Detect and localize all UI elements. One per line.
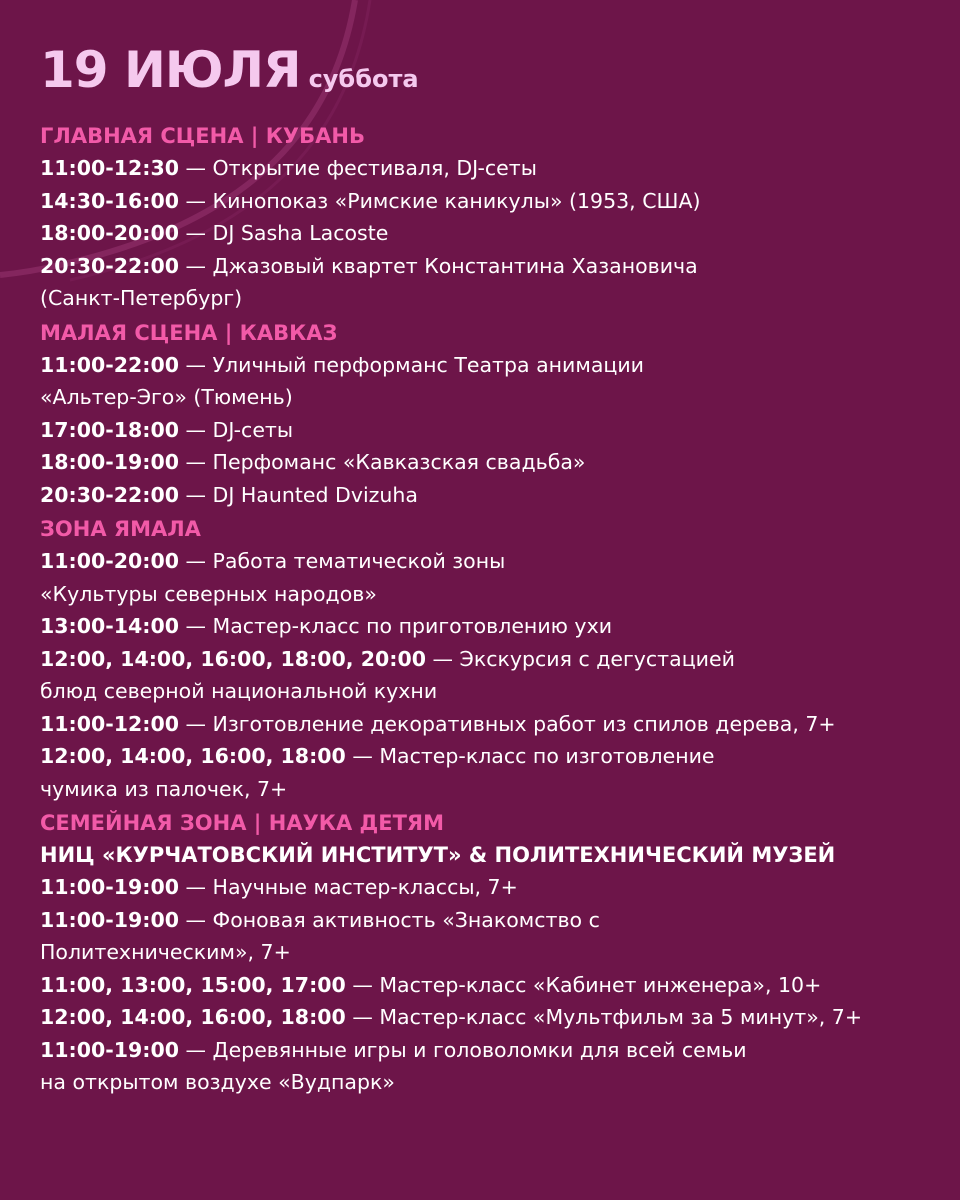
schedule-item: [40, 414, 930, 447]
schedule-item: [40, 871, 930, 904]
schedule-item: [40, 479, 930, 512]
item-text: — Изготовление декоративных работ из спилов дерева, 7+: [179, 711, 836, 736]
weekday-label: суббота: [308, 65, 419, 93]
item-time: 11:00-19:00: [40, 1037, 180, 1062]
section-small-stage: [40, 317, 930, 512]
item-text: — Фоновая активность «Знакомство с: [179, 907, 600, 932]
item-time: 11:00-22:00: [40, 352, 180, 377]
item-text-continued: «Культуры северных народов»: [40, 581, 377, 606]
item-text: — DJ Haunted Dvizuha: [179, 482, 418, 507]
item-time: 14:30-16:00: [40, 188, 180, 213]
item-text: — Мастер-класс по изготовление: [345, 744, 715, 768]
item-time: 17:00-18:00: [40, 417, 180, 442]
item-text: — Экскурсия с дегустацией: [425, 646, 735, 671]
item-text: — Мастер-класс по приготовлению ухи: [179, 614, 613, 638]
item-time: 18:00-20:00: [40, 221, 180, 245]
item-text: — Кинопоказ «Римские каникулы» (1953, США): [179, 188, 701, 213]
item-text: — Научные мастер-классы, 7+: [179, 875, 518, 899]
item-time: 18:00-19:00: [40, 450, 180, 474]
schedule-item: [40, 185, 930, 218]
item-text: — Джазовый квартет Константина Хазановича: [179, 253, 698, 278]
schedule-item: [40, 217, 930, 250]
item-text: — Перфоманс «Кавказская свадьба»: [179, 450, 586, 474]
item-text-continued: Политехническим», 7+: [40, 940, 291, 964]
item-time: 11:00-12:30: [40, 156, 180, 180]
schedule-item: [40, 1034, 930, 1099]
schedule-item: [40, 643, 930, 708]
schedule-item: [40, 446, 930, 479]
section-title: ЗОНА ЯМАЛА: [40, 517, 201, 541]
schedule: [40, 38, 930, 1099]
schedule-item: [40, 349, 930, 414]
item-text: — DJ Sasha Lacoste: [179, 221, 389, 245]
item-time: 13:00-14:00: [40, 614, 180, 638]
item-time: 20:30-22:00: [40, 253, 180, 278]
schedule-item: [40, 904, 930, 969]
schedule-item: [40, 545, 930, 610]
item-text: — Уличный перформанс Театра анимации: [179, 352, 644, 377]
schedule-item: [40, 250, 930, 315]
section-title: СЕМЕЙНАЯ ЗОНА | НАУКА ДЕТЯМ: [40, 811, 444, 835]
item-text-continued: (Санкт-Петербург): [40, 286, 243, 310]
section-yamal-zone: [40, 513, 930, 805]
item-time: 12:00, 14:00, 16:00, 18:00: [40, 744, 346, 768]
schedule-item: [40, 610, 930, 643]
schedule-item: [40, 1001, 930, 1034]
item-time: 11:00-12:00: [40, 711, 180, 736]
section-title: ГЛАВНАЯ СЦЕНА | КУБАНЬ: [40, 124, 365, 148]
schedule-item: [40, 969, 930, 1002]
date-title: 19 ИЮЛЯ: [40, 41, 301, 99]
item-time: 12:00, 14:00, 16:00, 18:00: [40, 1005, 346, 1029]
schedule-item: [40, 740, 930, 805]
schedule-item: [40, 708, 930, 741]
item-time: 12:00, 14:00, 16:00, 18:00, 20:00: [40, 646, 426, 671]
page-header: [40, 38, 930, 102]
item-text: — Открытие фестиваля, DJ-сеты: [179, 156, 537, 180]
item-text-continued: блюд северной национальной кухни: [40, 679, 438, 703]
section-main-stage: [40, 120, 930, 315]
schedule-item: [40, 152, 930, 185]
item-text: — DJ-сеты: [179, 417, 294, 442]
item-text-continued: на открытом воздухе «Вудпарк»: [40, 1070, 395, 1094]
item-time: 11:00-19:00: [40, 907, 180, 932]
item-text: — Деревянные игры и головоломки для всей семьи: [179, 1037, 747, 1062]
section-title: МАЛАЯ СЦЕНА | КАВКАЗ: [40, 320, 338, 345]
item-text: — Мастер-класс «Мультфильм за 5 минут», 7+: [345, 1005, 863, 1029]
item-time: 20:30-22:00: [40, 482, 180, 507]
item-text: — Мастер-класс «Кабинет инженера», 10+: [345, 972, 822, 997]
section-family-zone: [40, 807, 930, 1099]
section-subtitle: НИЦ «КУРЧАТОВСКИЙ ИНСТИТУТ» & ПОЛИТЕХНИЧЕСКИЙ МУЗЕЙ: [40, 843, 836, 867]
item-text-continued: чумика из палочек, 7+: [40, 776, 288, 801]
item-time: 11:00, 13:00, 15:00, 17:00: [40, 972, 346, 997]
item-time: 11:00-20:00: [40, 549, 180, 573]
item-text-continued: «Альтер-Эго» (Тюмень): [40, 385, 293, 409]
item-text: — Работа тематической зоны: [179, 549, 506, 573]
item-time: 11:00-19:00: [40, 875, 180, 899]
